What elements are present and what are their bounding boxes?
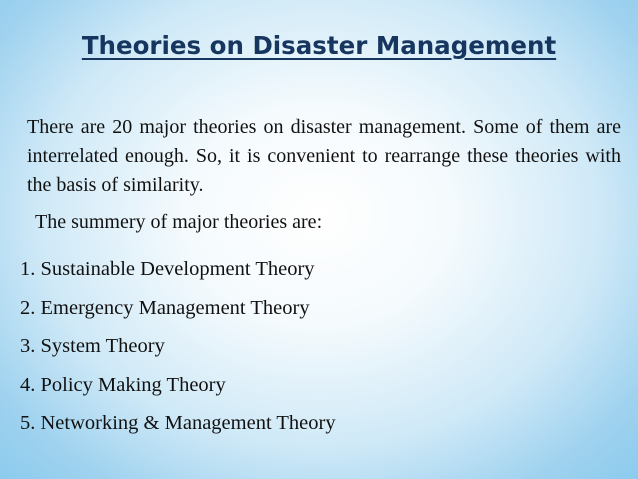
intro-paragraph: There are 20 major theories on disaster management. Some of them are interrelated enough. So, it is convenient to rearrange these theories with the basis of similarity. — [27, 116, 621, 196]
summary-intro: The summery of major theories are: — [35, 211, 323, 233]
slide-title — [0, 31, 638, 60]
theory-item: 4. Policy Making Theory — [20, 373, 226, 396]
theory-item: 2. Emergency Management Theory — [20, 296, 310, 319]
slide-title-text: Theories on Disaster Management — [81, 31, 557, 60]
theory-item: 5. Networking & Management Theory — [20, 412, 336, 435]
theory-item: 1. Sustainable Development Theory — [20, 258, 315, 280]
theory-item: 3. System Theory — [20, 335, 165, 358]
theory-list — [20, 250, 336, 443]
